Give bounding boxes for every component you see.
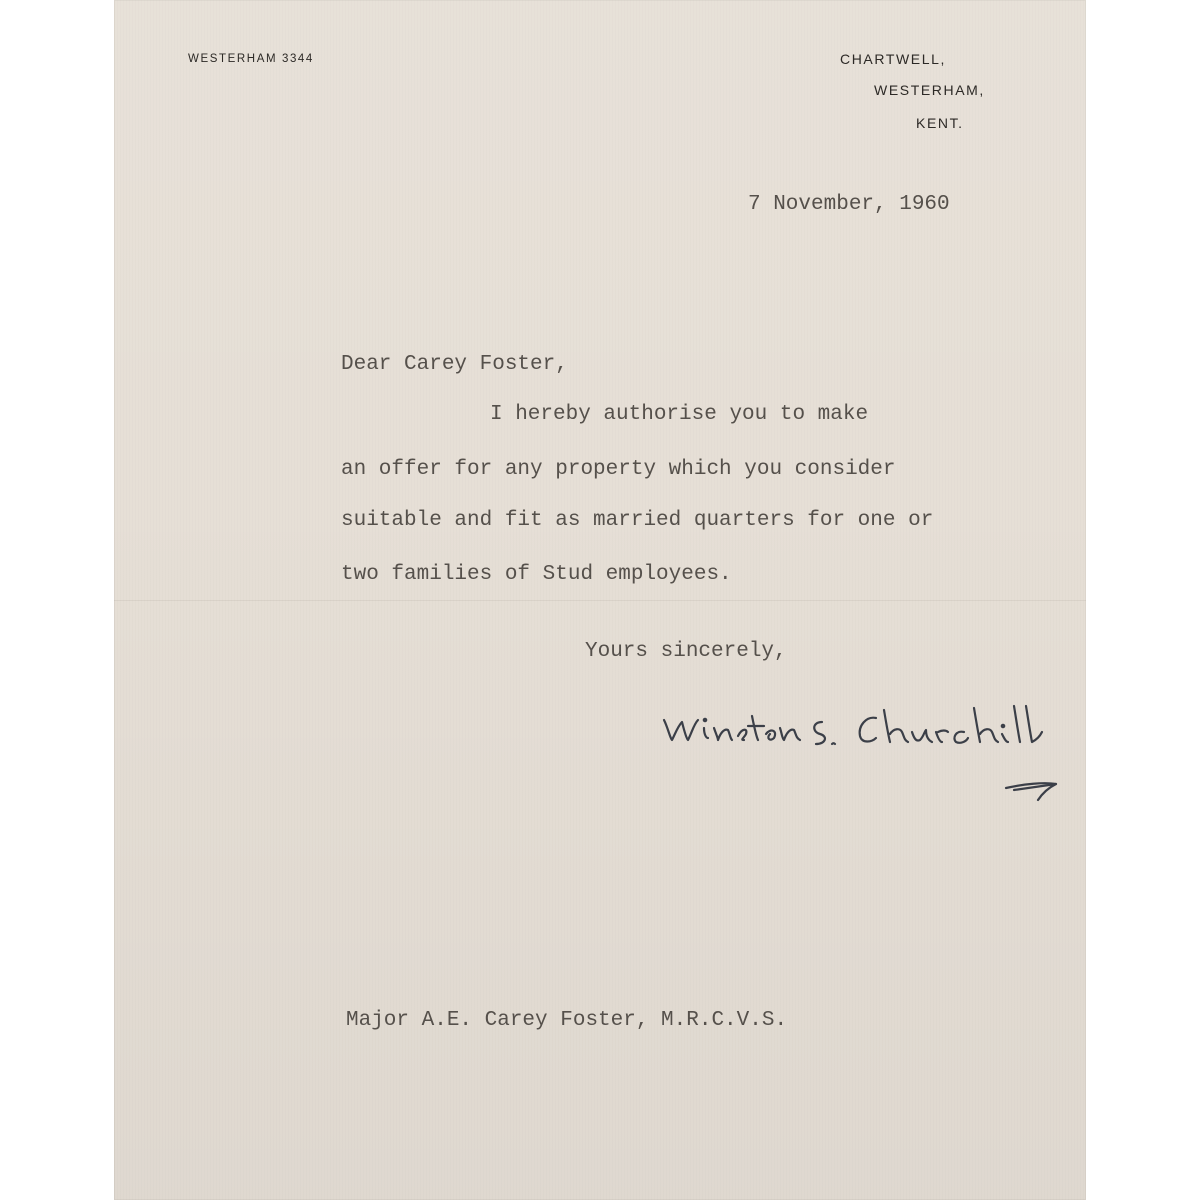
letter-sheet — [114, 0, 1086, 1200]
body-line-1: I hereby authorise you to make — [490, 403, 869, 426]
handwritten-signature — [654, 688, 1074, 818]
recipient: Major A.E. Carey Foster, M.R.C.V.S. — [346, 1009, 788, 1032]
letterhead-phone: WESTERHAM 3344 — [188, 53, 314, 65]
salutation: Dear Carey Foster, — [341, 353, 568, 376]
closing: Yours sincerely, — [585, 640, 787, 663]
paper-fold-line — [114, 600, 1086, 601]
address-line-chartwell: CHARTWELL, — [840, 51, 946, 67]
address-line-kent: KENT. — [916, 115, 964, 131]
body-line-2: an offer for any property which you consider — [341, 458, 896, 481]
body-line-3: suitable and fit as married quarters for one or — [341, 509, 934, 532]
letter-date: 7 November, 1960 — [748, 193, 950, 216]
body-line-4: two families of Stud employees. — [341, 563, 732, 586]
address-line-westerham: WESTERHAM, — [874, 82, 985, 98]
